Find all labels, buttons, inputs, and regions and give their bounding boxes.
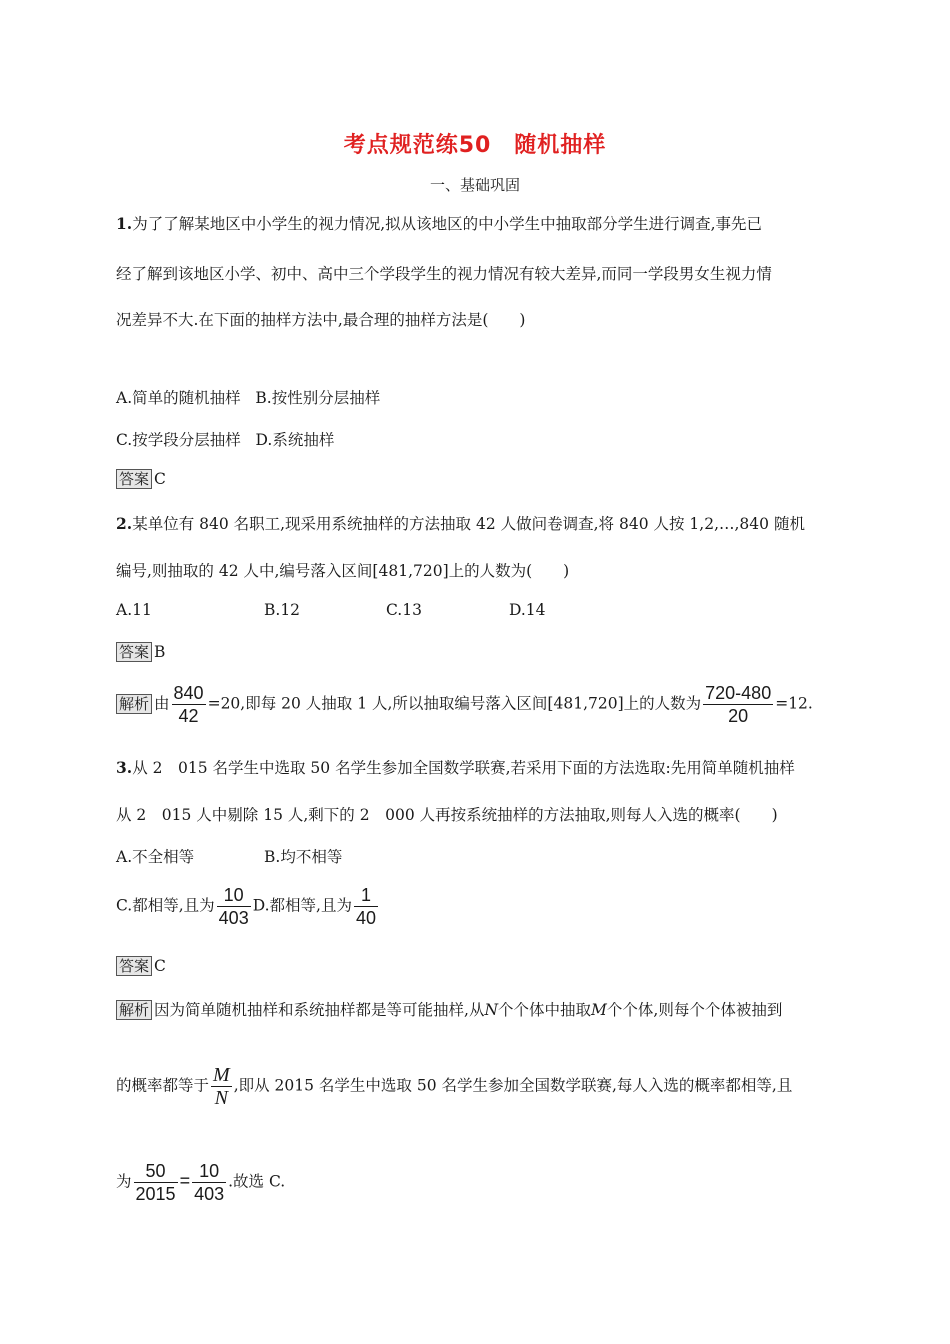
- q3-answer: [116, 956, 166, 976]
- fraction-numerator: 720-480: [705, 683, 772, 703]
- page-title: 考点规范练50 随机抽样: [343, 133, 607, 158]
- q2-option-d: D.14: [509, 601, 546, 619]
- q1-line3: 况差异不大.在下面的抽样方法中,最合理的抽样方法是( ): [116, 311, 526, 329]
- fraction-numerator: 1: [360, 885, 371, 905]
- q1-answer: [116, 469, 166, 489]
- q2-answer-value: B: [154, 643, 166, 661]
- q3-analysis-text-3: 个个体,则每个个体被抽到: [606, 1001, 783, 1019]
- fraction-denominator: 403: [218, 908, 249, 929]
- fraction-numerator: M: [213, 1064, 230, 1086]
- fraction-10-403: [217, 884, 251, 929]
- q3-answer-value: C: [154, 957, 166, 975]
- q3-analysis-text-5: ,即从 2015 名学生中选取 50 名学生参加全国数学联赛,每人入选的概率都相等,且: [233, 1076, 793, 1095]
- q1-option-c: C.按学段分层抽样: [116, 431, 241, 449]
- fraction-50-2015: [134, 1160, 178, 1205]
- q3-analysis-text-4: 的概率都等于: [116, 1076, 210, 1095]
- q1-option-b: B.按性别分层抽样: [255, 389, 381, 407]
- answer-tag: 答案: [116, 956, 152, 976]
- q1-number: 1.: [116, 214, 133, 233]
- q1-answer-value: C: [154, 470, 166, 488]
- variable-n: N: [484, 1001, 499, 1019]
- q3-option-c: C.都相等,且为: [116, 896, 215, 915]
- answer-tag: 答案: [116, 469, 152, 489]
- answer-tag: 答案: [116, 642, 152, 662]
- q1-line2: 经了解到该地区小学、初中、高中三个学段学生的视力情况有较大差异,而同一学段男女生视力情: [116, 265, 772, 283]
- fraction-numerator: 10: [223, 885, 244, 905]
- q3-option-b: B.均不相等: [264, 848, 343, 866]
- analysis-tag: 解析: [116, 694, 152, 714]
- q2-option-b: B.12: [264, 601, 301, 619]
- q1-text-1: 为了了解某地区中小学生的视力情况,拟从该地区的中小学生中抽取部分学生进行调查,事先已: [132, 215, 763, 233]
- q2-analysis-text-3: =12.: [775, 694, 813, 713]
- fraction-m-n: [211, 1064, 232, 1109]
- q3-analysis-line1: [116, 998, 782, 1020]
- fraction-numerator: 50: [145, 1161, 166, 1181]
- fraction-denominator: 2015: [135, 1184, 176, 1205]
- q3-analysis-text-6: 为: [116, 1172, 132, 1191]
- q2-option-a: A.11: [116, 601, 152, 619]
- fraction-240-20: [703, 682, 773, 727]
- q2-analysis-text-2: =20,即每 20 人抽取 1 人,所以抽取编号落入区间[481,720]上的人数为: [207, 694, 702, 713]
- q3-option-d: D.都相等,且为: [252, 896, 352, 915]
- fraction-numerator: 840: [173, 683, 204, 703]
- q1-options-ab: [116, 386, 380, 408]
- q3-analysis-line2: [116, 1064, 792, 1109]
- fraction-denominator: 42: [178, 706, 199, 727]
- q3-analysis-line3: [116, 1160, 285, 1205]
- fraction-denominator: N: [214, 1087, 229, 1110]
- equals-sign: =: [179, 1170, 191, 1191]
- q3-line1: [116, 756, 795, 778]
- q3-options-cd: [116, 884, 380, 929]
- fraction-denominator: 20: [728, 706, 749, 727]
- q3-analysis-text-2: 个个体中抽取: [498, 1001, 592, 1019]
- q2-analysis-text-1: 由: [154, 694, 170, 713]
- fraction-1-40: [354, 884, 378, 929]
- q3-line2: 从 2 015 人中剔除 15 人,剩下的 2 000 人再按系统抽样的方法抽取,则每人入选的概率( ): [116, 806, 778, 824]
- fraction-840-42: [172, 682, 206, 727]
- fraction-10-403-b: [192, 1160, 226, 1205]
- q1-option-d: D.系统抽样: [255, 431, 335, 449]
- q2-text-1: 某单位有 840 名职工,现采用系统抽样的方法抽取 42 人做问卷调查,将 840 人按 1,2,…,840 随机: [132, 515, 805, 533]
- q2-analysis: [116, 682, 813, 727]
- q3-option-a: A.不全相等: [116, 848, 195, 866]
- q2-number: 2.: [116, 514, 133, 533]
- q1-line1: [116, 212, 762, 234]
- variable-m: M: [591, 1001, 607, 1019]
- q2-option-c: C.13: [386, 601, 422, 619]
- section-heading: 一、基础巩固: [429, 176, 520, 194]
- fraction-denominator: 403: [194, 1184, 225, 1205]
- q2-line1: [116, 512, 805, 534]
- q3-number: 3.: [116, 758, 133, 777]
- q3-analysis-text-7: .故选 C.: [228, 1172, 286, 1191]
- q2-line2: 编号,则抽取的 42 人中,编号落入区间[481,720]上的人数为( ): [116, 562, 570, 580]
- analysis-tag: 解析: [116, 1000, 152, 1020]
- q3-text-1: 从 2 015 名学生中选取 50 名学生参加全国数学联赛,若采用下面的方法选取:先用简单随机抽样: [132, 759, 795, 777]
- q2-answer: [116, 642, 165, 662]
- q1-options-cd: [116, 428, 334, 450]
- q1-option-a: A.简单的随机抽样: [116, 389, 241, 407]
- q3-analysis-text-1: 因为简单随机抽样和系统抽样都是等可能抽样,从: [154, 1001, 485, 1019]
- fraction-numerator: 10: [199, 1161, 220, 1181]
- fraction-denominator: 40: [355, 908, 376, 929]
